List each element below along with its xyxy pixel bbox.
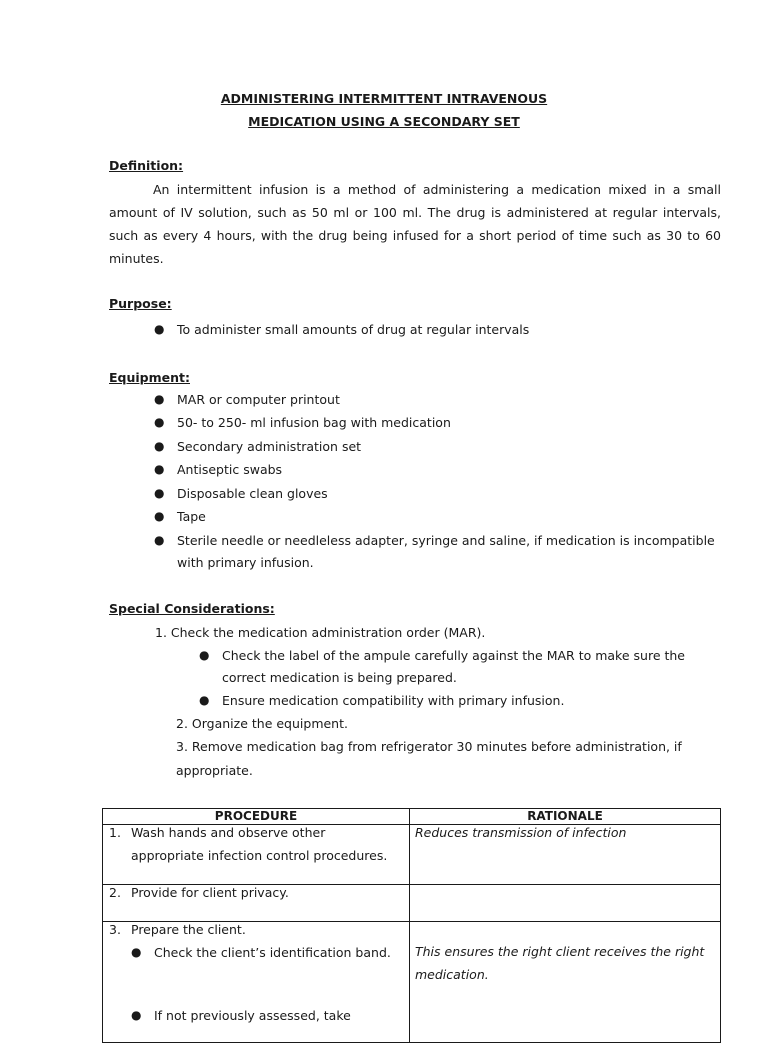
step-text: Prepare the client.	[131, 922, 246, 937]
purpose-item: To administer small amounts of drug at regular intervals	[177, 322, 530, 337]
bullet-icon: ●	[154, 533, 165, 547]
equipment-item-continued: with primary infusion.	[177, 555, 314, 570]
bullet-icon: ●	[154, 415, 165, 429]
document-title-line1: ADMINISTERING INTERMITTENT INTRAVENOUS	[220, 91, 548, 106]
step-number: 1.	[109, 825, 121, 840]
procedure-column-header: PROCEDURE	[103, 809, 410, 825]
table-row	[103, 922, 721, 1043]
special-subitem-1a-continued: correct medication is being prepared.	[222, 670, 457, 685]
bullet-icon: ●	[154, 509, 165, 523]
procedure-cell	[103, 885, 410, 922]
equipment-item: Disposable clean gloves	[177, 486, 328, 501]
procedure-table	[102, 808, 721, 1043]
table-row	[103, 825, 721, 885]
special-item-3: 3. Remove medication bag from refrigerator 30 minutes before administration, if	[176, 739, 682, 754]
bullet-icon: ●	[154, 322, 165, 336]
rationale-text: Reduces transmission of infection	[415, 825, 627, 840]
rationale-cell	[410, 885, 721, 922]
rationale-column-header: RATIONALE	[410, 809, 721, 825]
step-subitem: If not previously assessed, take	[154, 1008, 351, 1023]
equipment-item: Secondary administration set	[177, 439, 362, 454]
rationale-text: This ensures the right client receives the right	[415, 944, 705, 959]
equipment-item: 50- to 250- ml infusion bag with medication	[177, 415, 451, 430]
purpose-heading: Purpose:	[109, 296, 172, 311]
bullet-icon: ●	[154, 439, 165, 453]
table-row	[103, 885, 721, 922]
procedure-cell	[103, 825, 410, 885]
bullet-icon: ●	[154, 486, 165, 500]
bullet-icon: ●	[199, 693, 210, 707]
special-considerations-heading: Special Considerations:	[109, 601, 275, 616]
rationale-text-continued: medication.	[415, 967, 489, 982]
special-subitem-1a: Check the label of the ampule carefully against the MAR to make sure the	[222, 648, 685, 663]
bullet-icon: ●	[199, 648, 210, 662]
definition-body: An intermittent infusion is a method of administering a medication mixed in a small amount of IV solution, such as 50 ml or 100 ml. The drug is administered at regular intervals, such as every 4 hours, with the drug being infused for a short period of time such as 30 to 60 minutes.	[109, 182, 721, 266]
procedure-cell	[103, 922, 410, 1043]
step-text-continued: appropriate infection control procedures.	[131, 848, 388, 863]
special-item-2: 2. Organize the equipment.	[176, 716, 348, 731]
equipment-item: MAR or computer printout	[177, 392, 340, 407]
document-title-line2: MEDICATION USING A SECONDARY SET	[248, 114, 520, 129]
step-text: Provide for client privacy.	[131, 885, 289, 900]
table-header-row	[103, 809, 721, 825]
special-item-3-continued: appropriate.	[176, 763, 253, 778]
definition-heading: Definition:	[109, 158, 184, 173]
bullet-icon: ●	[131, 945, 142, 959]
bullet-icon: ●	[154, 392, 165, 406]
equipment-heading: Equipment:	[109, 370, 190, 385]
rationale-cell	[410, 922, 721, 1043]
bullet-icon: ●	[154, 462, 165, 476]
step-number: 2.	[109, 885, 121, 900]
step-text: Wash hands and observe other	[131, 825, 326, 840]
rationale-cell	[410, 825, 721, 885]
equipment-item: Sterile needle or needleless adapter, syringe and saline, if medication is incompatible	[177, 533, 715, 548]
equipment-item: Antiseptic swabs	[177, 462, 283, 477]
special-subitem-1b: Ensure medication compatibility with primary infusion.	[222, 693, 565, 708]
equipment-item: Tape	[177, 509, 206, 524]
bullet-icon: ●	[131, 1008, 142, 1022]
step-number: 3.	[109, 922, 121, 937]
special-item-1: 1. Check the medication administration order (MAR).	[155, 625, 486, 640]
definition-text	[109, 178, 721, 270]
step-subitem: Check the client’s identification band.	[154, 945, 391, 960]
